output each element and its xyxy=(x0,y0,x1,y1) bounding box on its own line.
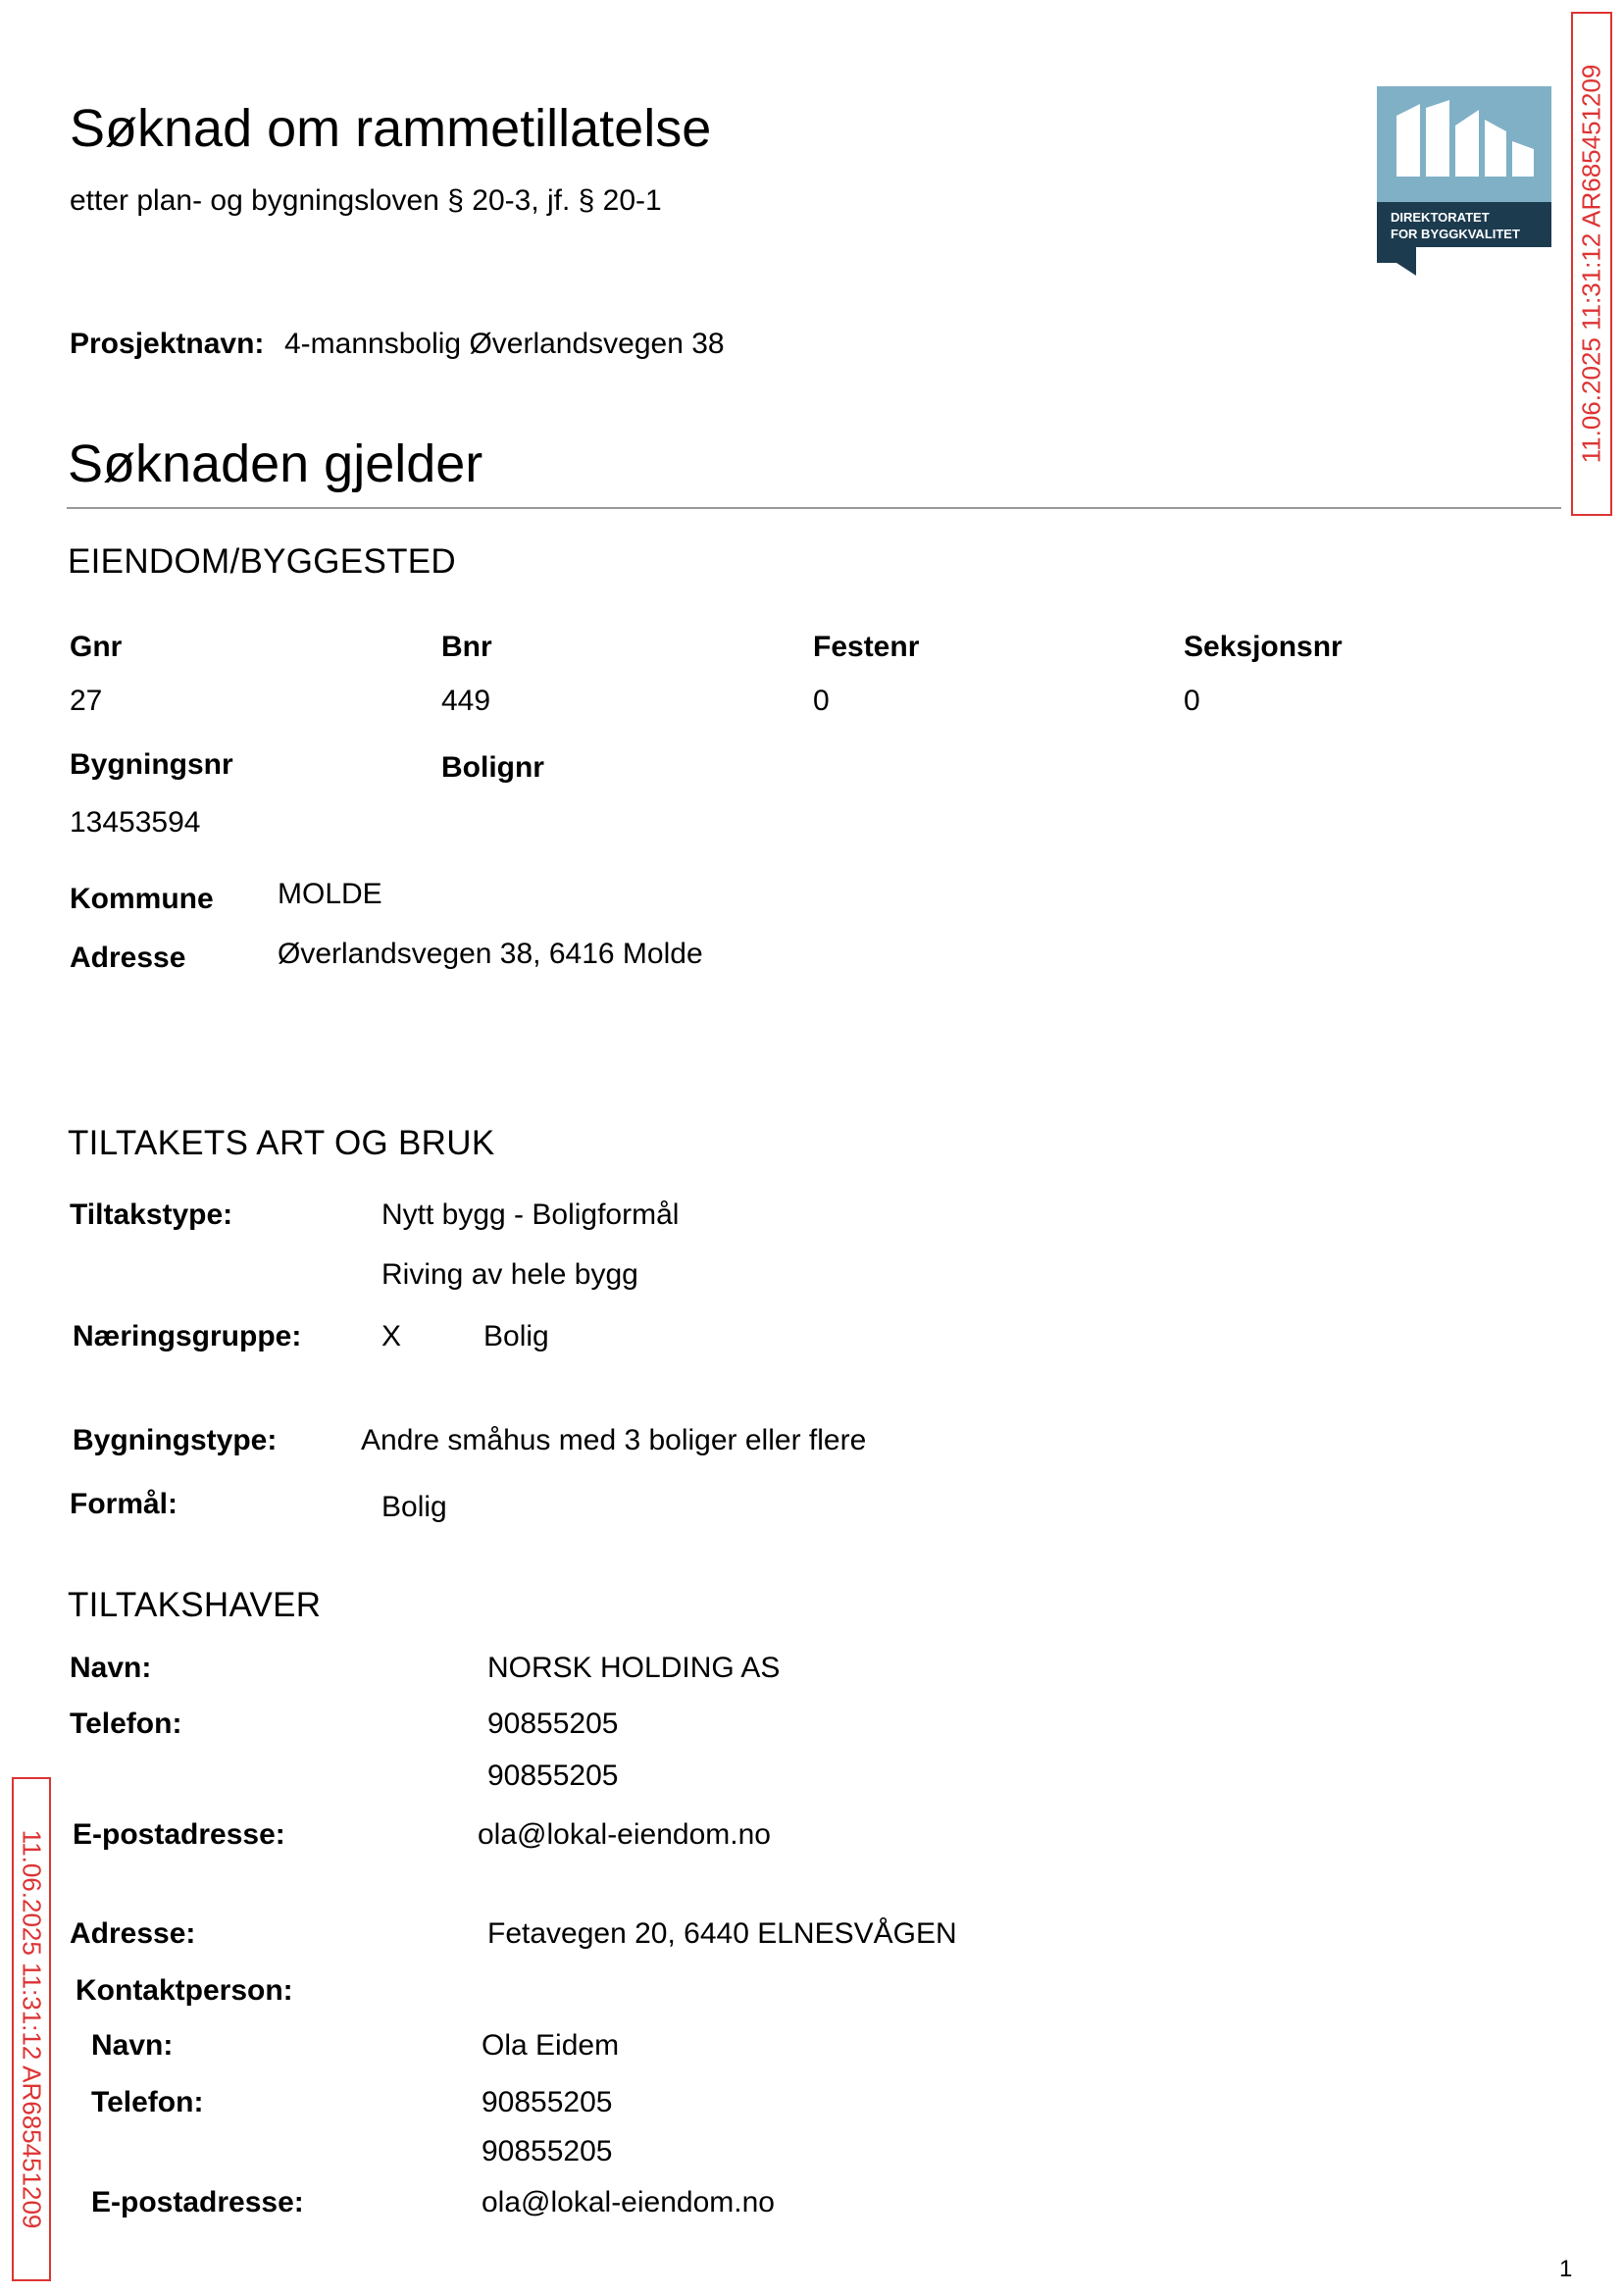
bygningstype-label: Bygningstype: xyxy=(73,1424,278,1456)
kommune-value: MOLDE xyxy=(278,878,382,910)
bolignr-label: Bolignr xyxy=(441,751,544,784)
measure-heading: TILTAKETS ART OG BRUK xyxy=(68,1124,495,1162)
owner-phone-1: 90855205 xyxy=(487,1708,619,1740)
owner-phone-label: Telefon: xyxy=(70,1708,182,1740)
bygningstype-value: Andre småhus med 3 boliger eller flere xyxy=(361,1424,867,1456)
kommune-label: Kommune xyxy=(70,883,214,915)
contact-email-label: E-postadresse: xyxy=(91,2186,304,2218)
contact-person-label: Kontaktperson: xyxy=(76,1974,293,2007)
timestamp-stamp-top xyxy=(1571,12,1612,516)
tiltakstype-value-1: Nytt bygg - Boligformål xyxy=(381,1198,680,1231)
page-number: 1 xyxy=(1559,2256,1573,2282)
seksjonsnr-value: 0 xyxy=(1184,685,1200,717)
document-subtitle: etter plan- og bygningsloven § 20-3, jf. § 20-1 xyxy=(70,184,662,217)
contact-phone-1: 90855205 xyxy=(482,2086,613,2118)
contact-name-value: Ola Eidem xyxy=(482,2029,620,2062)
owner-heading: TILTAKSHAVER xyxy=(68,1586,322,1624)
formal-value: Bolig xyxy=(381,1491,447,1523)
owner-name-label: Navn: xyxy=(70,1652,152,1684)
dibk-logo xyxy=(1377,86,1551,276)
section-heading: Søknaden gjelder xyxy=(68,434,483,493)
logo-line2: FOR BYGGKVALITET xyxy=(1391,227,1520,241)
tiltakstype-label: Tiltakstype: xyxy=(70,1198,233,1231)
festenr-label: Festenr xyxy=(813,631,920,663)
contact-phone-2: 90855205 xyxy=(482,2135,613,2167)
tiltakstype-value-2: Riving av hele bygg xyxy=(381,1258,638,1291)
dibk-logo-graphic xyxy=(1377,86,1551,276)
naeringsgruppe-label: Næringsgruppe: xyxy=(73,1320,302,1352)
owner-name-value: NORSK HOLDING AS xyxy=(487,1652,781,1684)
owner-email-value: ola@lokal-eiendom.no xyxy=(478,1818,771,1851)
festenr-value: 0 xyxy=(813,685,830,717)
timestamp-stamp-bottom xyxy=(12,1777,51,2281)
document-title: Søknad om rammetillatelse xyxy=(70,99,712,158)
bnr-value: 449 xyxy=(441,685,491,717)
bygningsnr-value: 13453594 xyxy=(70,806,201,839)
owner-phone-2: 90855205 xyxy=(487,1759,619,1792)
section-divider xyxy=(67,507,1561,509)
contact-email-value: ola@lokal-eiendom.no xyxy=(482,2186,775,2218)
seksjonsnr-label: Seksjonsnr xyxy=(1184,631,1343,663)
gnr-label: Gnr xyxy=(70,631,123,663)
logo-line1: DIREKTORATET xyxy=(1391,210,1490,225)
owner-email-label: E-postadresse: xyxy=(73,1818,285,1851)
stamp-text: 11.06.2025 11:31:12 AR685451209 xyxy=(17,1829,47,2229)
project-label: Prosjektnavn: xyxy=(70,328,265,360)
owner-address-value: Fetavegen 20, 6440 ELNESVÅGEN xyxy=(487,1917,957,1950)
contact-phone-label: Telefon: xyxy=(91,2086,204,2118)
naeringsgruppe-value: Bolig xyxy=(483,1320,549,1352)
owner-address-label: Adresse: xyxy=(70,1917,196,1950)
formal-label: Formål: xyxy=(70,1488,178,1520)
adresse-label: Adresse xyxy=(70,942,186,974)
stamp-text: 11.06.2025 11:31:12 AR685451209 xyxy=(1576,64,1606,464)
contact-name-label: Navn: xyxy=(91,2029,174,2062)
project-name: 4-mannsbolig Øverlandsvegen 38 xyxy=(284,328,725,360)
gnr-value: 27 xyxy=(70,685,103,717)
bnr-label: Bnr xyxy=(441,631,492,663)
property-heading: EIENDOM/BYGGESTED xyxy=(68,542,456,581)
adresse-value: Øverlandsvegen 38, 6416 Molde xyxy=(278,938,703,970)
naeringsgruppe-code: X xyxy=(381,1320,402,1352)
bygningsnr-label: Bygningsnr xyxy=(70,748,233,781)
